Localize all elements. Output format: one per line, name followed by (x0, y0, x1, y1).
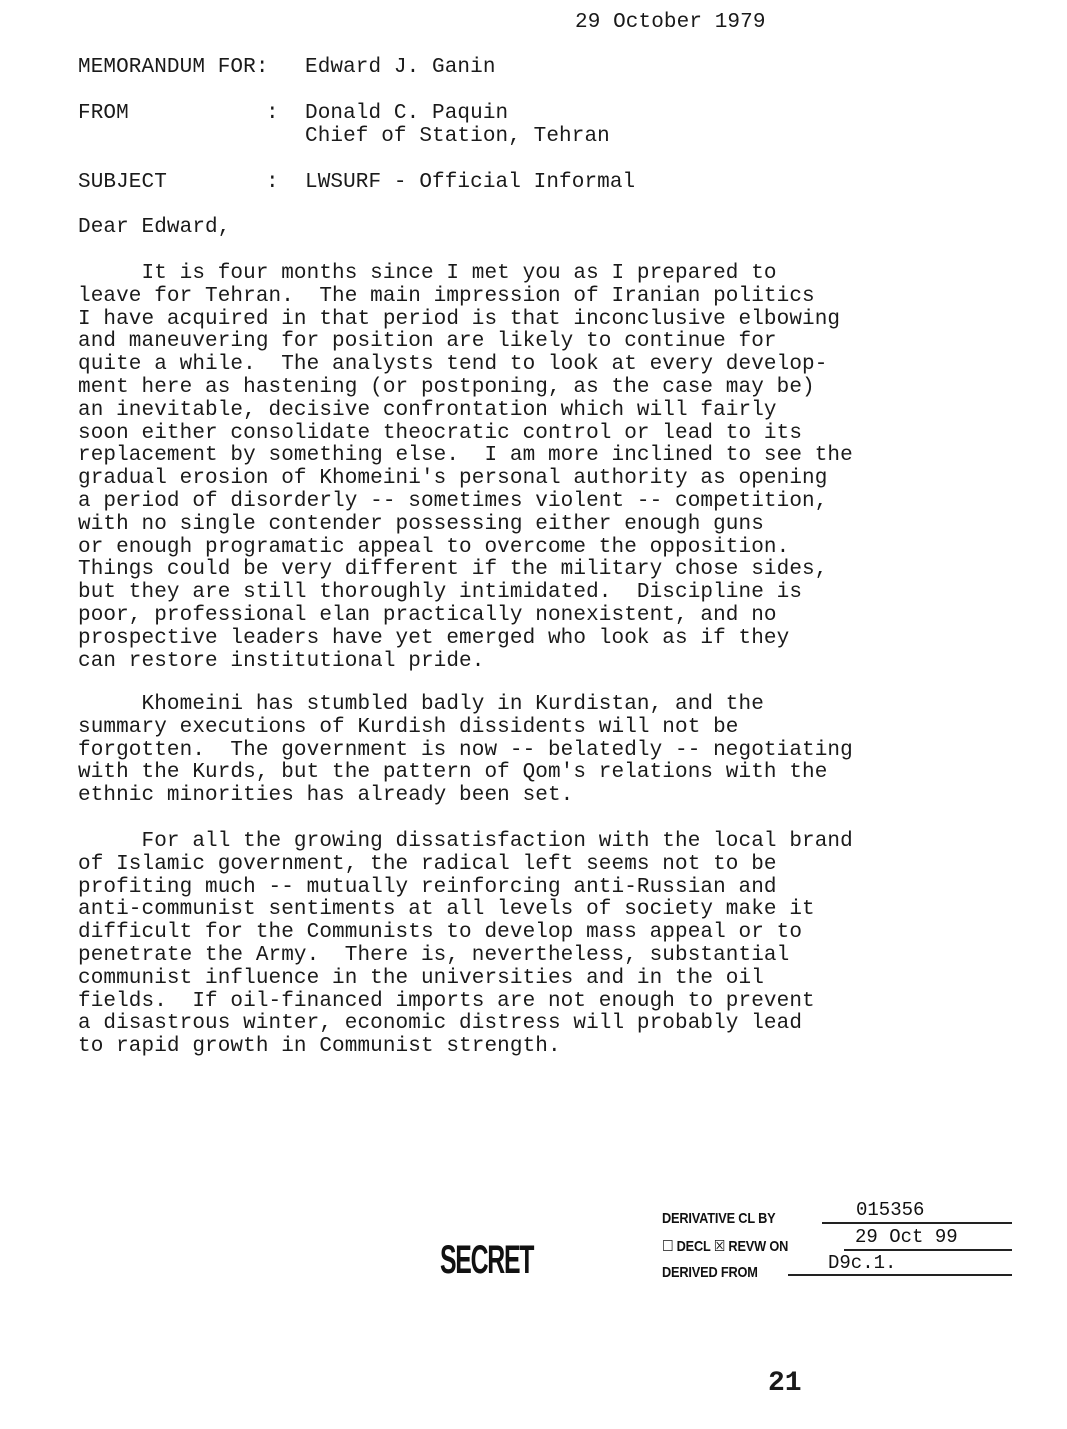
paragraph-line: or enough programatic appeal to overcome the opposition. (78, 535, 790, 559)
paragraph-line: fields. If oil-financed imports are not enough to prevent (78, 989, 815, 1013)
memo-date: 29 October 1979 (575, 11, 766, 34)
paragraph-line: soon either consolidate theocratic control or lead to its (78, 421, 803, 445)
paragraph-line: prospective leaders have yet emerged who look as if they (78, 626, 790, 650)
paragraph-line: forgotten. The government is now -- belatedly -- negotiating (78, 738, 853, 762)
paragraph-line: a disastrous winter, economic distress will probably lead (78, 1012, 803, 1036)
from-label: FROM (78, 102, 129, 125)
decl-revw-on-line (844, 1249, 1012, 1251)
paragraph-line: I have acquired in that period is that inconclusive elbowing (78, 307, 841, 331)
paragraph-line: with the Kurds, but the pattern of Qom's relations with the (78, 761, 828, 785)
paragraph-line: summary executions of Kurdish dissidents will not be (78, 715, 739, 739)
paragraph-line: gradual erosion of Khomeini's personal authority as opening (78, 467, 828, 491)
derived-from-line (788, 1274, 1012, 1276)
salutation: Dear Edward, (78, 216, 231, 239)
paragraph-line: leave for Tehran. The main impression of Iranian politics (78, 284, 815, 308)
paragraph-line: difficult for the Communists to develop mass appeal or to (78, 921, 803, 945)
paragraph-line: penetrate the Army. There is, nevertheless, substantial (78, 943, 790, 967)
page-number: 21 (768, 1368, 802, 1399)
paragraph-line: For all the growing dissatisfaction with the local brand (78, 830, 853, 853)
paragraph-line: with no single contender possessing either enough guns (78, 512, 764, 536)
paragraph-line: can restore institutional pride. (78, 649, 485, 673)
subject-label: SUBJECT (78, 171, 167, 194)
derivative-cl-by-value: 015356 (856, 1199, 925, 1221)
paragraph-line: a period of disorderly -- sometimes violent -- competition, (78, 489, 828, 513)
paragraph-line: anti-communist sentiments at all levels of society make it (78, 898, 815, 922)
subject-value: LWSURF - Official Informal (305, 171, 636, 194)
derivative-cl-by-line (822, 1222, 1012, 1224)
paragraph-line: and maneuvering for position are likely to continue for (78, 330, 777, 354)
paragraph-line: of Islamic government, the radical left seems not to be (78, 852, 777, 876)
from-title: Chief of Station, Tehran (305, 125, 610, 148)
derivative-cl-by-label: DERIVATIVE CL BY (662, 1210, 776, 1227)
derived-from-value: D9c.1. (828, 1252, 897, 1274)
decl-revw-on-label: ☐ DECL ☒ REVW ON (662, 1238, 789, 1255)
paragraph-line: to rapid growth in Communist strength. (78, 1035, 561, 1059)
from-name: Donald C. Paquin (305, 102, 509, 125)
paragraph-line: quite a while. The analysts tend to look at every develop- (78, 353, 828, 377)
memo-for-value: Edward J. Ganin (305, 56, 496, 79)
derived-from-label: DERIVED FROM (662, 1264, 758, 1281)
paragraph-line: Khomeini has stumbled badly in Kurdistan, and the (78, 693, 764, 716)
paragraph-line: Things could be very different if the military chose sides, (78, 558, 828, 582)
paragraph-line: an inevitable, decisive confrontation which will fairly (78, 398, 777, 422)
decl-revw-on-value: 29 Oct 99 (855, 1226, 958, 1248)
memo-for-label: MEMORANDUM FOR: (78, 56, 269, 79)
from-colon: : (266, 102, 279, 125)
paragraph-line: profiting much -- mutually reinforcing anti-Russian and (78, 875, 777, 899)
paragraph-line: ment here as hastening (or postponing, as the case may be) (78, 375, 815, 399)
body-paragraph (78, 831, 938, 1059)
body-paragraph (78, 263, 938, 673)
paragraph-line: ethnic minorities has already been set. (78, 784, 574, 808)
paragraph-line: replacement by something else. I am more inclined to see the (78, 444, 853, 468)
classification-marking: SECRET (440, 1238, 534, 1282)
subject-colon: : (266, 171, 279, 194)
paragraph-line: but they are still thoroughly intimidated. Discipline is (78, 581, 803, 605)
body-paragraph (78, 694, 938, 808)
paragraph-line: It is four months since I met you as I prepared to (78, 262, 777, 285)
paragraph-line: poor, professional elan practically nonexistent, and no (78, 603, 777, 627)
paragraph-line: communist influence in the universities and in the oil (78, 966, 764, 990)
